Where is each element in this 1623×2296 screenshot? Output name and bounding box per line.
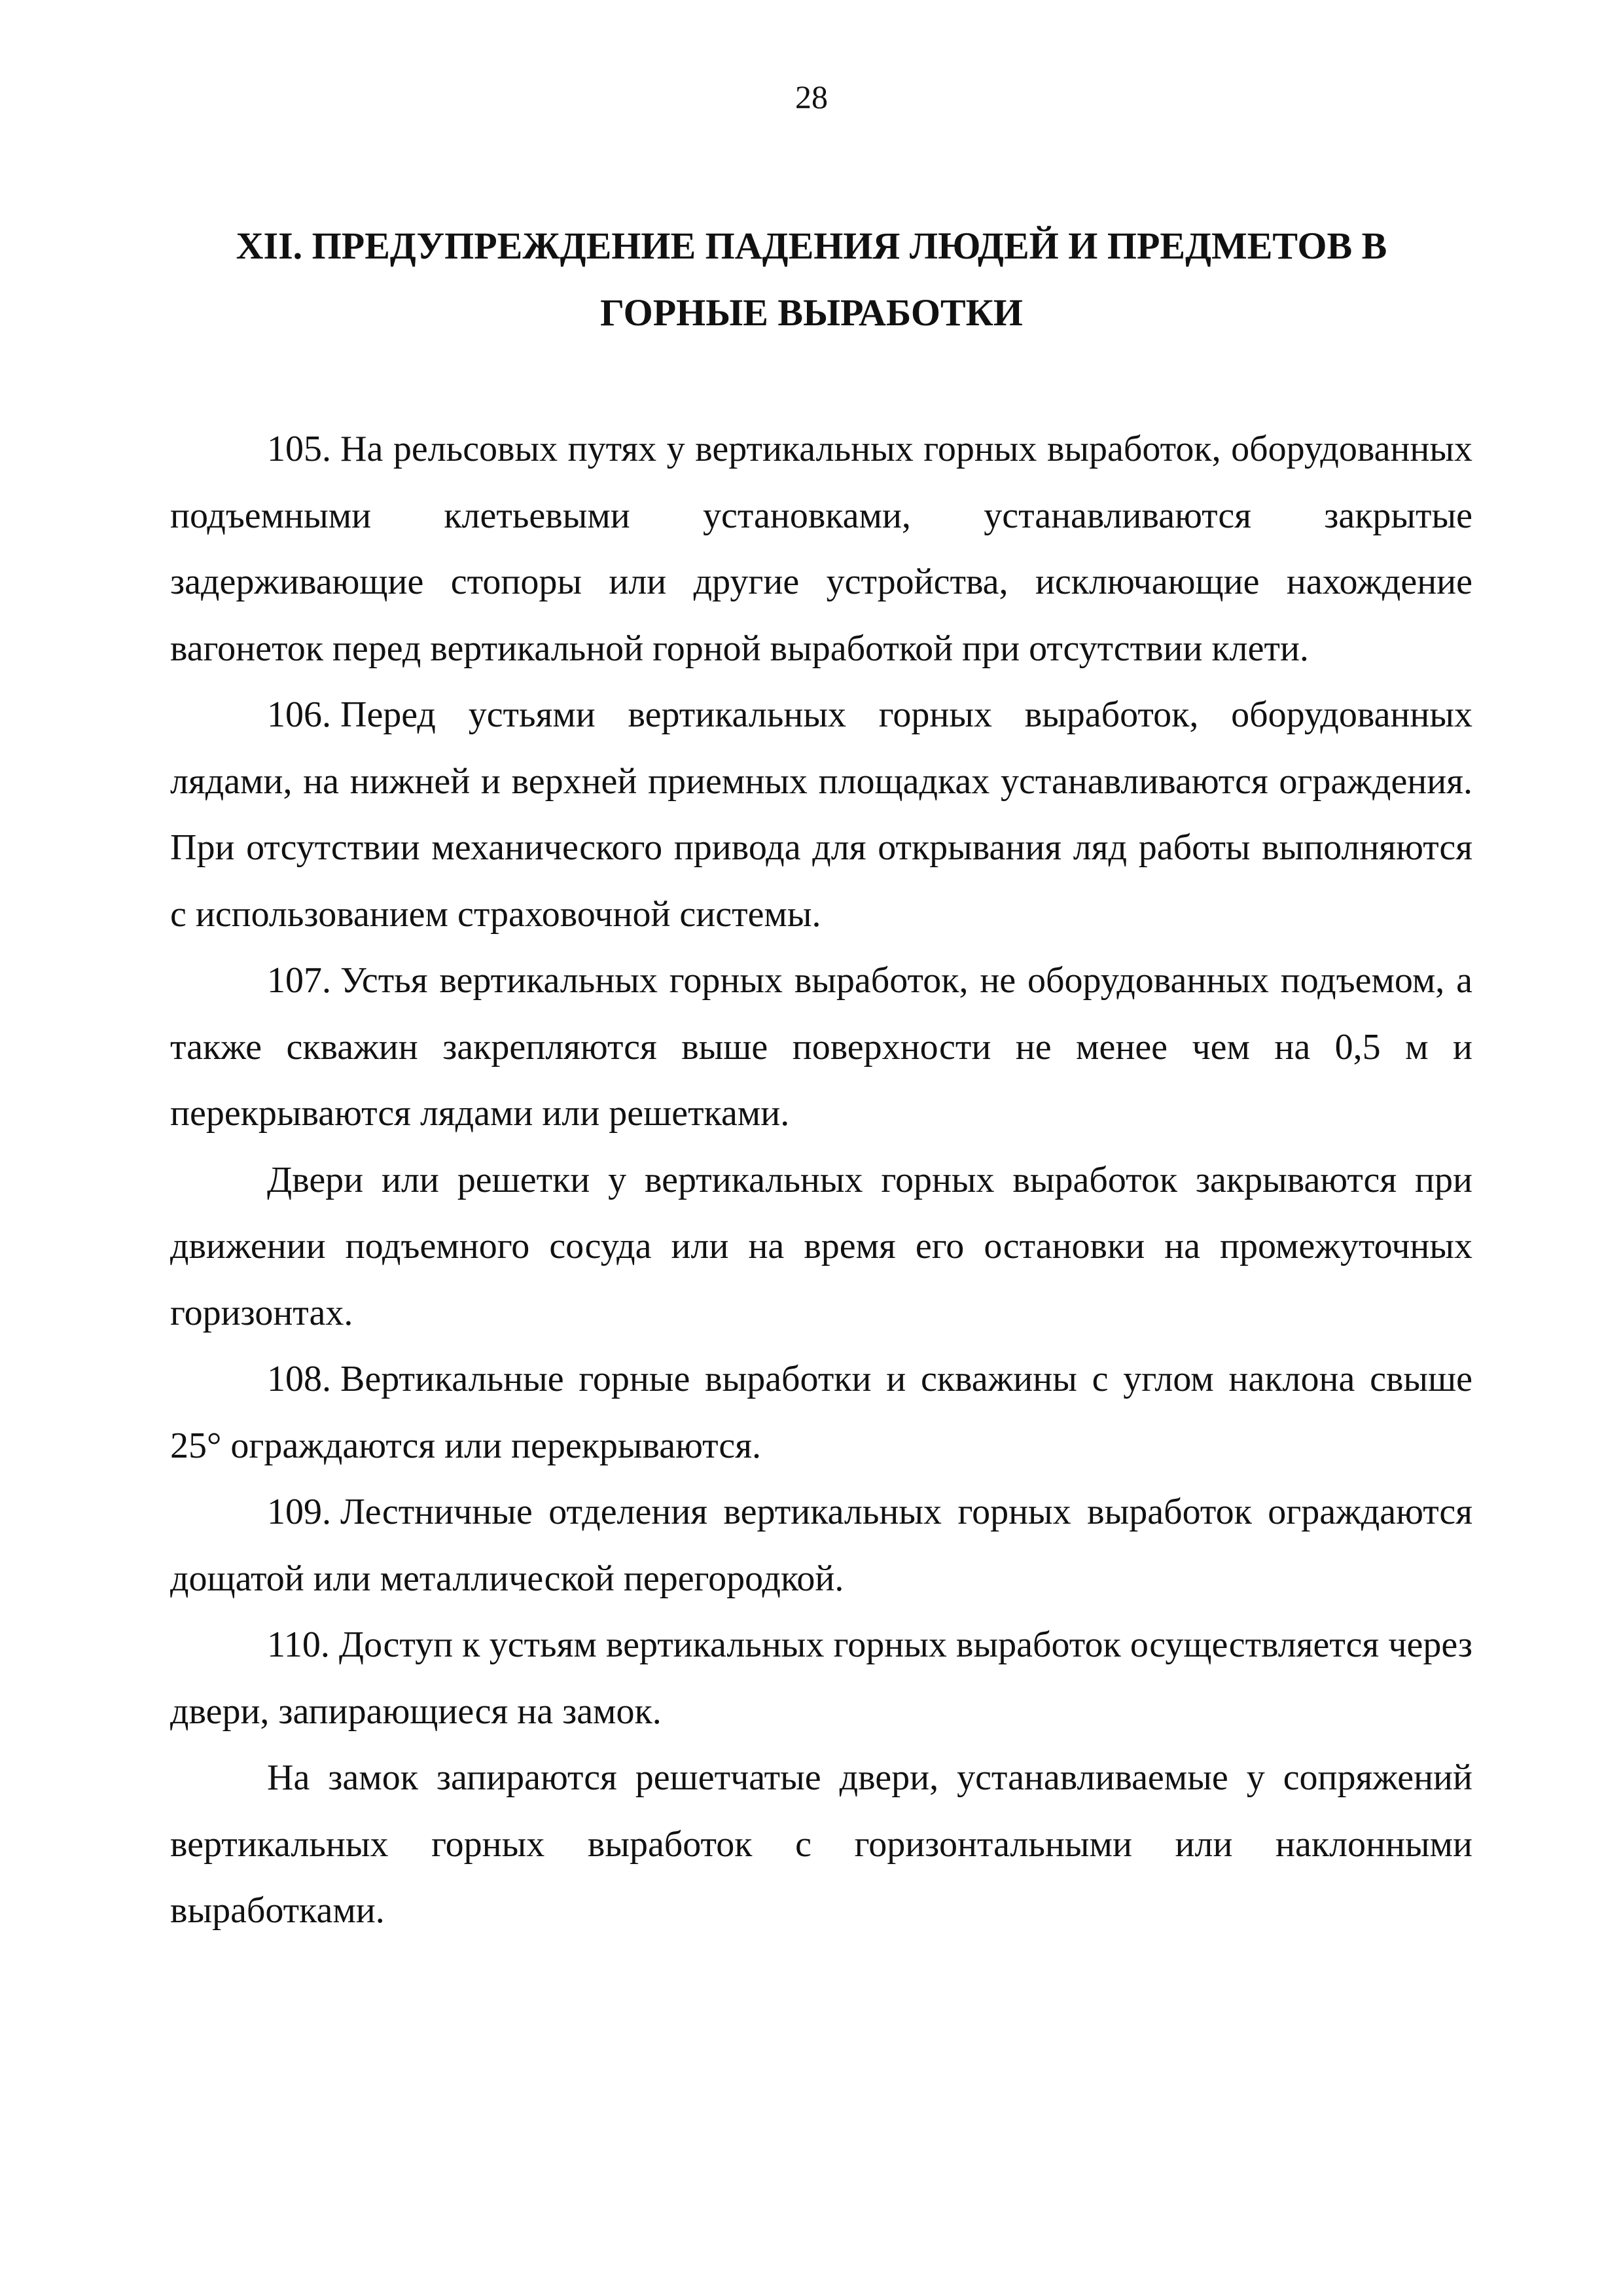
paragraph-text: Доступ к устьям вертикальных горных выработок осуществляется через двери, запирающиеся на замок. — [170, 1624, 1472, 1732]
paragraph-number: 105. — [267, 429, 331, 469]
paragraph-110-continued — [170, 1745, 1472, 1945]
paragraph-110 — [170, 1612, 1472, 1745]
paragraph-107 — [170, 948, 1472, 1147]
paragraph-text: Лестничные отделения вертикальных горных выработок ограждаются дощатой или металлической перегородкой. — [170, 1492, 1472, 1599]
paragraph-number: 107. — [267, 960, 331, 1001]
section-heading-line-1: XII. ПРЕДУПРЕЖДЕНИЕ ПАДЕНИЯ ЛЮДЕЙ И ПРЕДМЕТОВ В — [236, 224, 1387, 267]
paragraph-106 — [170, 682, 1472, 948]
paragraph-number: 108. — [267, 1359, 331, 1399]
paragraph-number: 106. — [267, 694, 331, 735]
section-heading-line-2: ГОРНЫЕ ВЫРАБОТКИ — [600, 291, 1023, 334]
paragraph-text: Перед устьями вертикальных горных выработок, оборудованных лядами, на нижней и верхней приемных площадках устанавливаются ограждения. При отсутствии механического привода для открывания ляд работы выполняются с использованием страховочной системы. — [170, 694, 1472, 935]
paragraph-105 — [170, 416, 1472, 682]
paragraph-text: Двери или решетки у вертикальных горных выработок закрываются при движении подъемного сосуда или на время его остановки на промежуточных горизонтах. — [170, 1159, 1472, 1333]
paragraph-number: 109. — [267, 1492, 331, 1532]
paragraph-number: 110. — [267, 1624, 330, 1665]
paragraph-107-continued — [170, 1147, 1472, 1347]
section-heading — [170, 213, 1453, 346]
paragraph-108 — [170, 1346, 1472, 1479]
document-body — [170, 416, 1472, 1945]
paragraph-text: Устья вертикальных горных выработок, не оборудованных подъемом, а также скважин закрепляются выше поверхности не менее чем на 0,5 м и перекрываются лядами или решетками. — [170, 960, 1472, 1134]
paragraph-text: На замок запираются решетчатые двери, устанавливаемые у сопряжений вертикальных горных выработок с горизонтальными или наклонными выработками. — [170, 1757, 1472, 1931]
paragraph-text: На рельсовых путях у вертикальных горных выработок, оборудованных подъемными клетьевыми установками, устанавливаются закрытые задерживающие стопоры или другие устройства, исключающие нахождение вагонеток перед вертикальной горной выработкой при отсутствии клети. — [170, 429, 1472, 669]
page-number: 28 — [795, 79, 828, 115]
paragraph-109 — [170, 1479, 1472, 1612]
paragraph-text: Вертикальные горные выработки и скважины с углом наклона свыше 25° ограждаются или перекрываются. — [170, 1359, 1472, 1466]
